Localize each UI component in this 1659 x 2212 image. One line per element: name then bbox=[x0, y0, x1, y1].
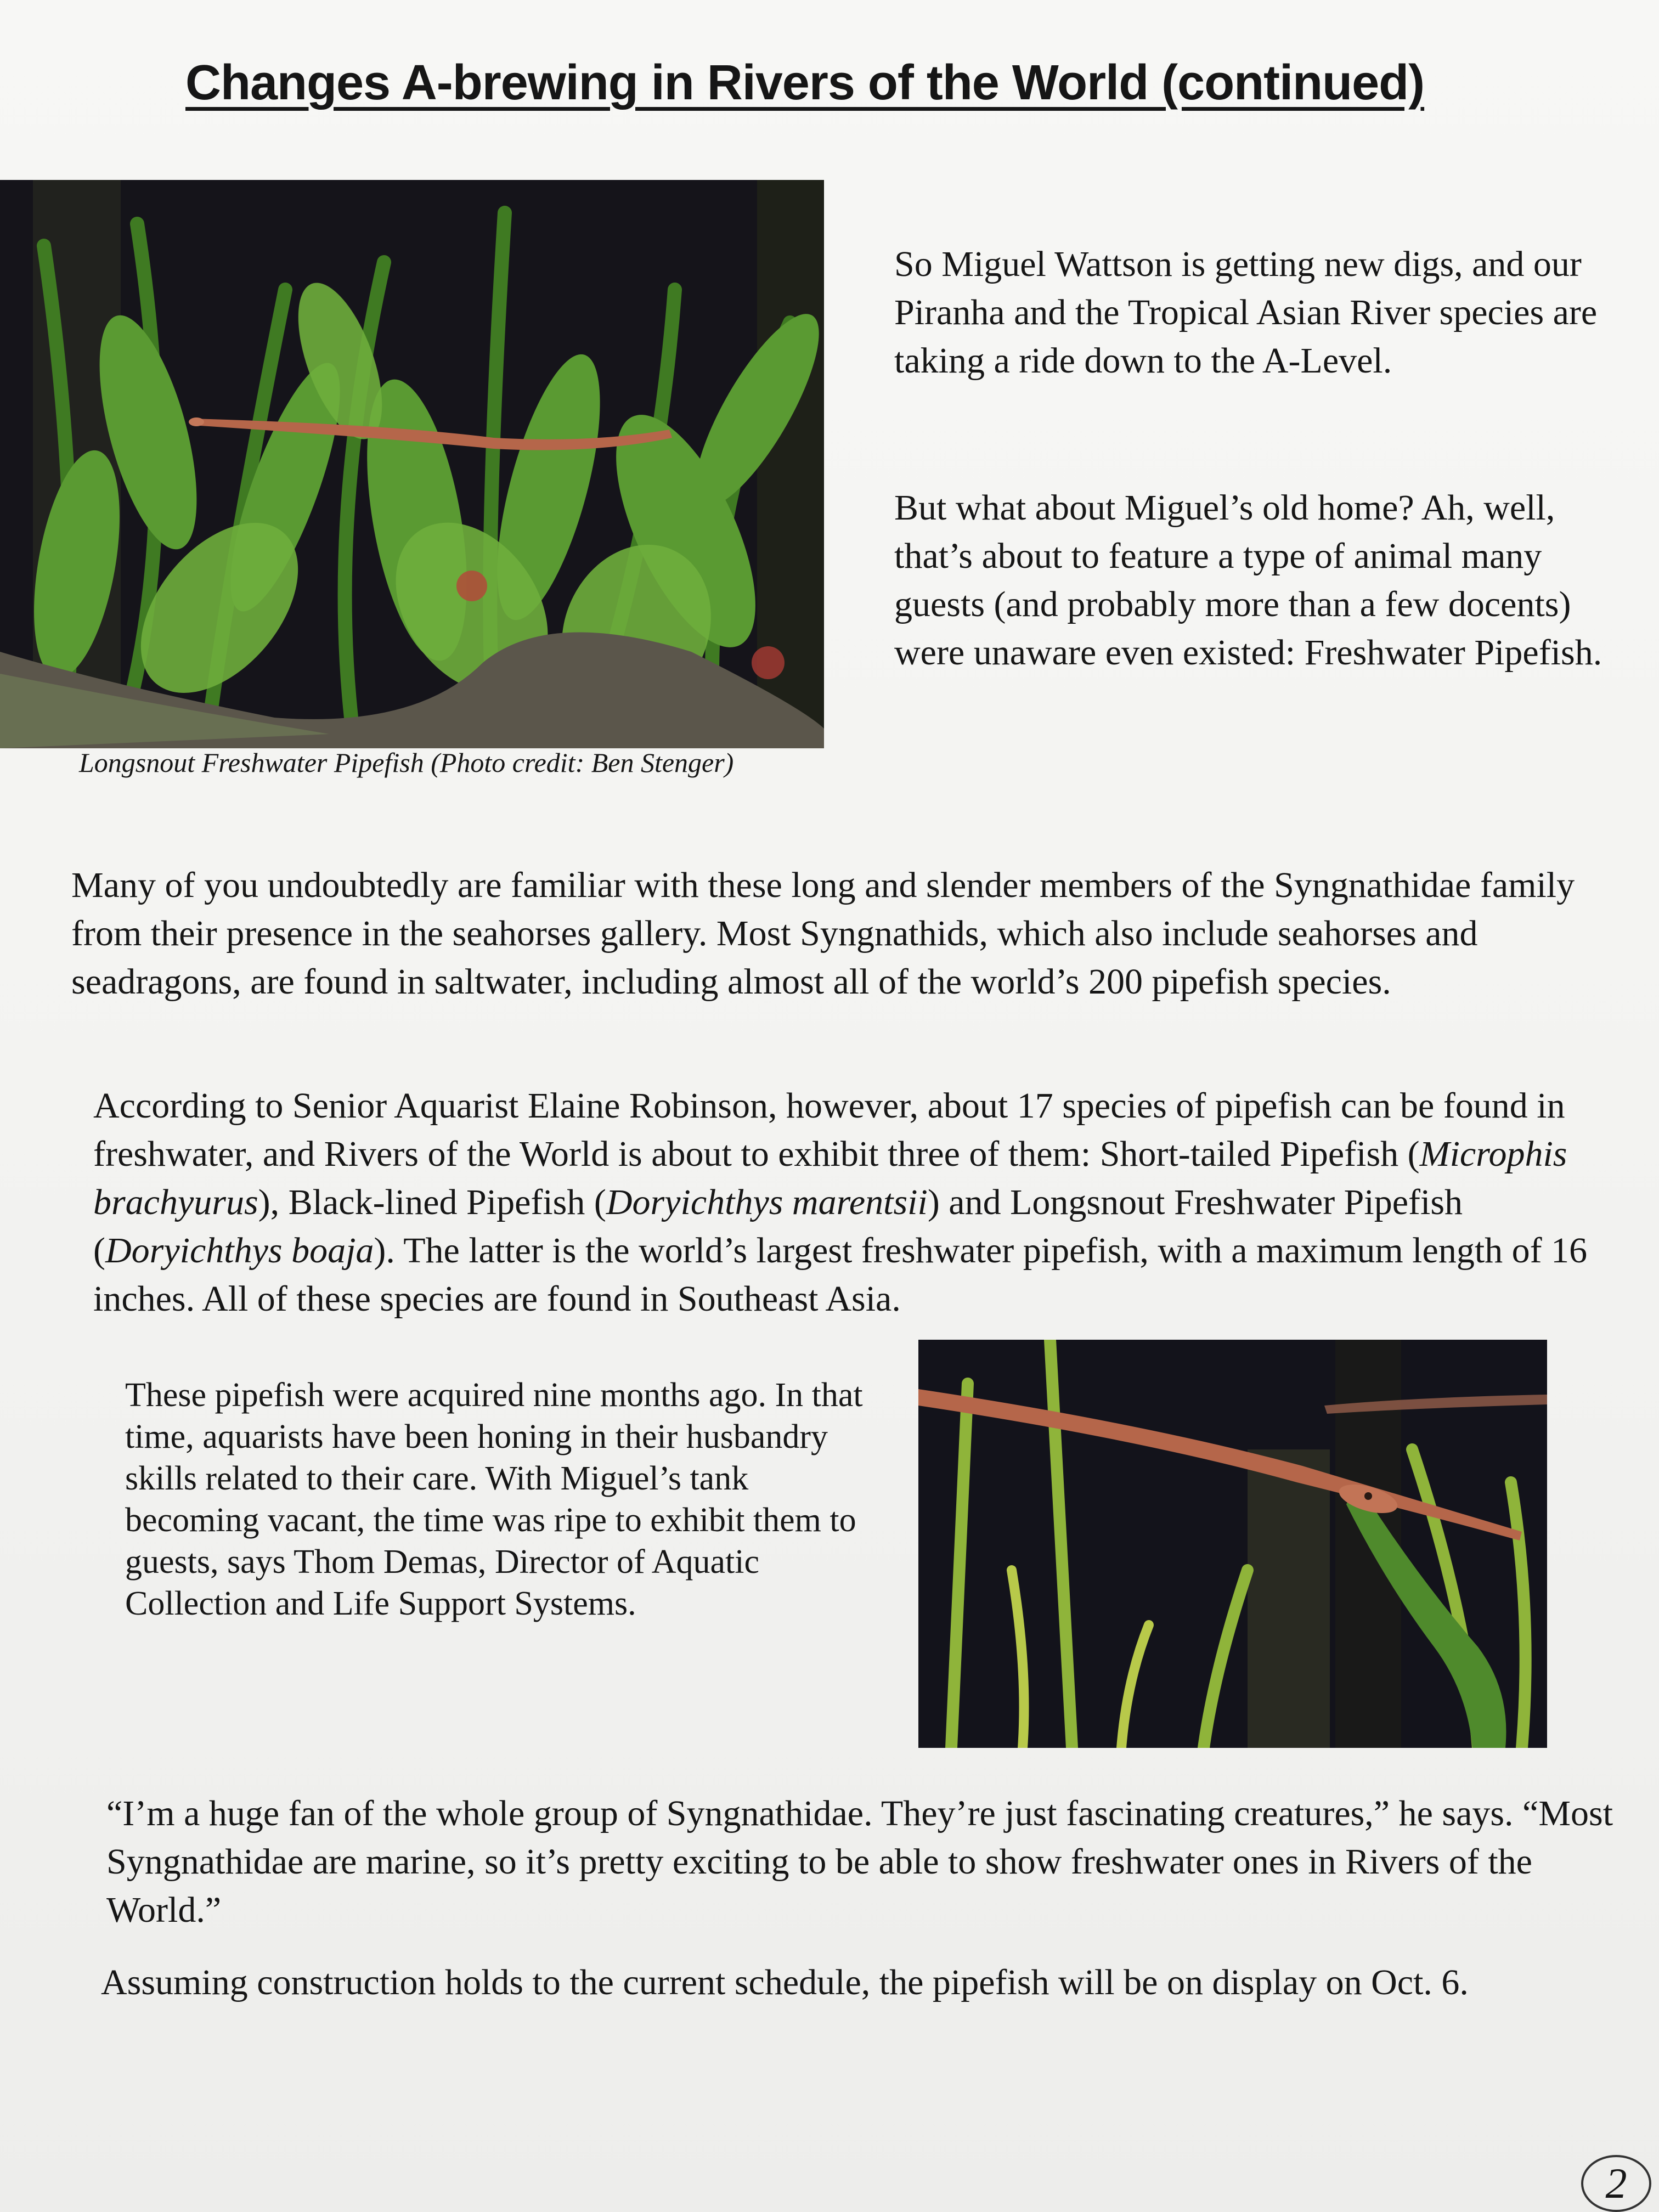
pipefish-photo-2 bbox=[918, 1340, 1547, 1748]
intro-paragraph-1: So Miguel Wattson is getting new digs, and our Piranha and the Tropical Asian River species are taking a ride down to the A-Level. bbox=[894, 244, 1598, 381]
pipefish-photo-1 bbox=[0, 180, 824, 748]
species-name: Microphis brachyurus bbox=[93, 1134, 1567, 1222]
species-paragraph bbox=[93, 1082, 1607, 1323]
species-text: ). The latter is the world’s largest freshwater pipefish, with a maximum length of 16 inches. All of these species are found in Southeast Asia. bbox=[93, 1231, 1588, 1319]
syngnathidae-paragraph: Many of you undoubtedly are familiar with these long and slender members of the Syngnathidae family from their presence in the seahorses gallery. Most Syngnathids, which also include seahorses and seadragons, are found in saltwater, including almost all of the world’s 200 pipefish species. bbox=[71, 865, 1575, 1002]
photo-caption: Longsnout Freshwater Pipefish (Photo credit: Ben Stenger) bbox=[79, 747, 734, 778]
article-title: Changes A-brewing in Rivers of the World (continued) bbox=[185, 55, 1425, 110]
page-number: 2 bbox=[1581, 2155, 1651, 2212]
species-text: ) and Longsnout Freshwater Pipefish ( bbox=[93, 1182, 1463, 1271]
species-text: According to Senior Aquarist Elaine Robinson, however, about 17 species of pipefish can be found in freshwater, and Rivers of the World is about to exhibit three of them: Short-tailed Pipefish ( bbox=[93, 1086, 1565, 1174]
species-text: ), Black-lined Pipefish ( bbox=[258, 1182, 606, 1222]
species-name: Doryichthys marentsii bbox=[606, 1182, 928, 1222]
species-name: Doryichthys boaja bbox=[105, 1231, 374, 1271]
schedule-paragraph: Assuming construction holds to the current schedule, the pipefish will be on display on Oct. 6. bbox=[101, 1962, 1469, 2002]
quote-paragraph: “I’m a huge fan of the whole group of Syngnathidae. They’re just fascinating creatures,” he says. “Most Syngnathidae are marine, so it’s pretty exciting to be able to show freshwater ones in Rivers of the World.” bbox=[106, 1793, 1613, 1930]
acquisition-paragraph: These pipefish were acquired nine months ago. In that time, aquarists have been honing in their husbandry skills related to their care. With Miguel’s tank becoming vacant, the time was ripe to exhibit them to guests, says Thom Demas, Director of Aquatic Collection and Life Support Systems. bbox=[125, 1376, 863, 1622]
intro-paragraph-2: But what about Miguel’s old home? Ah, well, that’s about to feature a type of animal many guests (and probably more than a few docents) were unaware even existed: Freshwater Pipefish. bbox=[894, 488, 1602, 673]
